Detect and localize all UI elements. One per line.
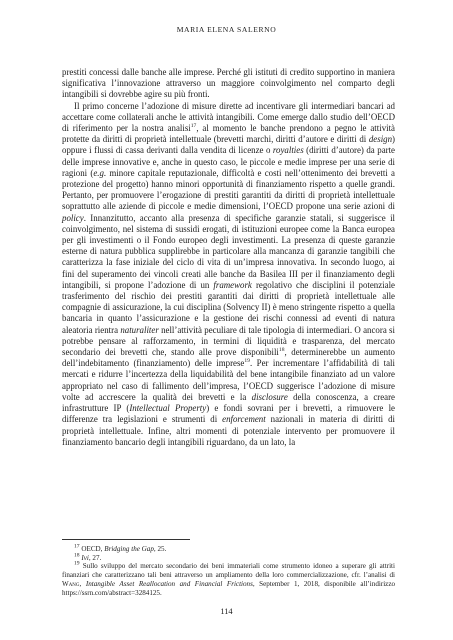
paragraph-2: Il primo concerne l’adozione di misure dirette ad incentivare gli intermediari bancari ad accettare come collaterali anche le attività intangibili. Come emerge dallo studio dell’OECD di riferimento per la nostra analisi$^{17}$, al momento le banche prendono a pegno le attività protette da diritti di proprietà intellettuale (brevetti marchi, diritti d’autore e diritti di design) oppure i flussi di cassa derivanti dalla vendita di licenze o royalties (diritti d’autore) da parte delle imprese innovative e, anche in questo caso, le piccole e medie imprese per una serie di ragioni (e.g. minore capitale reputazionale, difficoltà e costi nell’ottenimento dei brevetti a protezione del progetto) hanno minori opportunità di finanziamento rispetto a quelle grandi. Pertanto, per promuovere l’erogazione di prestiti garantiti da diritti di proprietà intellettuale soprattutto alle aziende di piccole e medie dimensioni, l’OECD propone una serie azioni di policy. Innanzitutto, accanto alla presenza di specifiche garanzie statali, si suggerisce il coinvolgimento, nel sistema di sussidi erogati, di istituzioni europee come la Banca europea per gli investimenti o il Fondo europeo degli investimenti. La presenza di queste garanzie esterne di natura pubblica supplirebbe in particolare alla mancanza di garanzie tangibili che caratterizza la fase iniziale del ciclo di vita di un’impresa innovativa. In secondo luogo, ai fini del superamento dei vincoli creati alle banche da Basilea III per il finanziamento degli intangibili, si propone l’adozione di un framework regolativo che disciplini il potenziale trasferimento del rischio dei prestiti garantiti dai diritti di proprietà intellettuale alle compagnie di assicurazione, la cui disciplina (Solvency II) è meno stringente rispetto a quella bancaria in quanto l’assicurazione e la gestione dei rischi connessi ad eventi di natura aleatoria rientra naturaliter nell’attività peculiare di tale tipologia di intermediari. O ancora si potrebbe pensare al rafforzamento, in termini di liquidità e trasparenza, del mercato secondario dei brevetti che, stando alle prove disponibili$^{18}$, determinerebbe un aumento dell’indebitamento (finanziamento) delle imprese$^{19}$. Per incrementare l’affidabilità di tali mercati e ridurre l’incertezza della liquidabilità del bene intangibile finanziato ad un valore appropriato nel caso di fallimento dell’impresa, l’OECD suggerisce l’adozione di misure volte ad accrescere la qualità dei brevetti e la disclosure della conoscenza, a creare infrastrutture IP (Intellectual Property) e fondi sovrani per i brevetti, a rimuovere le differenze tra legislazioni e strumenti di enforcement nazionali in materia di diritti di proprietà intellettuale. Infine, altri momenti di potenziale intervento per promuovere il finanziamento bancario degli intangibili riguardano, da un lato, la [62,100,395,447]
footnote-separator [62,539,190,540]
footnote-ref-19[interactable]: 19 [244,358,250,365]
footnote-ref-17[interactable]: 17 [190,123,197,130]
footnote-19: $^{19}$ Sullo sviluppo del mercato secondario dei beni immateriali come strumento idoneo a superare gli attriti finanziari che caratterizzano tali beni attraverso un ampliamento della loro commercializzazione, cfr. l’analisi di Wang, Intangible Asset Reallocation and Financial Frictions, September 1, 2018, disponibile all’indirizzo https://ssrn.com/abstract=3284125. [62,561,396,597]
footnote-17: $^{17}$ OECD, Bridging the Gap, 25. [74,543,167,553]
footnote-18: $^{18}$ Ivi, 27. [74,552,102,562]
footnotes [62,545,395,597]
footnote-ref-18[interactable]: 18 [278,347,285,354]
page-number: 114 [220,607,233,616]
main-text [62,67,395,448]
paragraph-1: prestiti concessi dalle banche alle imprese. Perché gli istituti di credito supportino in maniera significativa l’innovazione attraverso un maggiore coinvolgimento nel comparto degli intangibili si dovrebbe agire su più fronti. [62,67,395,100]
running-header-author: MARIA ELENA SALERNO [176,25,277,34]
